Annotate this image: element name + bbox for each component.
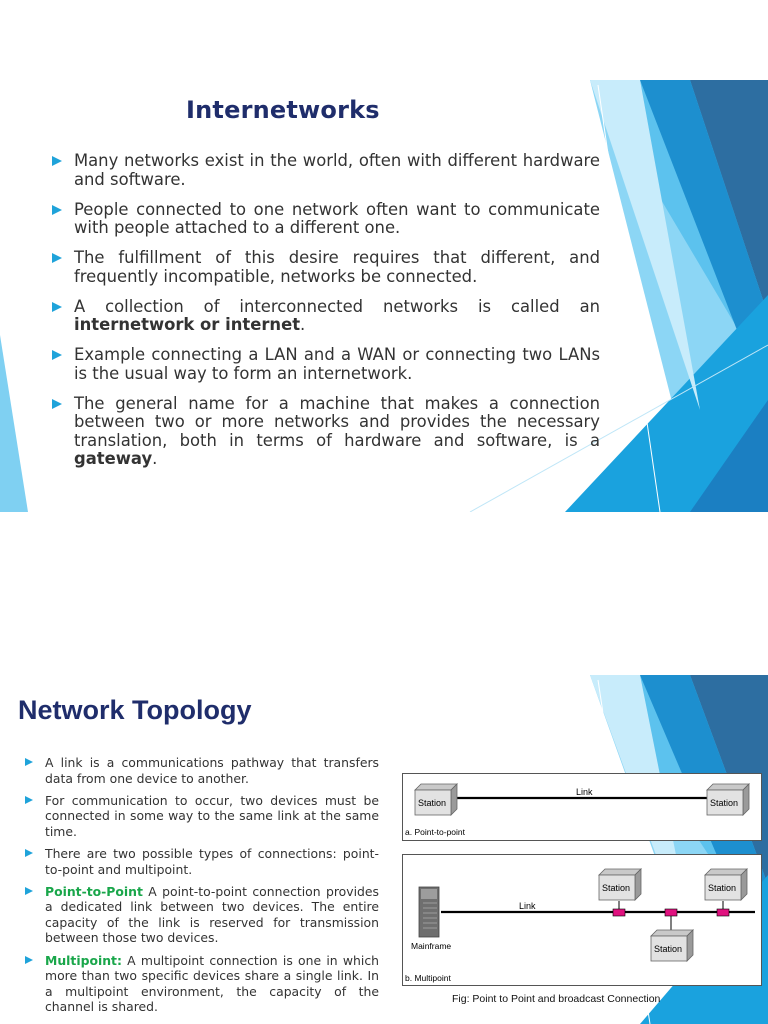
station-box-2 <box>705 869 747 900</box>
bullet-arrow-icon <box>52 350 62 360</box>
bullet-arrow-icon <box>25 758 33 766</box>
bullet-arrow-icon <box>52 253 62 263</box>
mp-link-label: Link <box>519 901 536 911</box>
station-right-box <box>707 784 749 815</box>
bullet-item: The general name for a machine that makes a connection between two or more networks and provides the necessary translation, both in terms of hardware and software, is a gateway. <box>52 395 600 469</box>
bullet-item: The fulfillment of this desire requires that different, and frequently incompatible, networks be connected. <box>52 249 600 286</box>
bullet-arrow-icon <box>25 887 33 895</box>
station-left-box <box>415 784 457 815</box>
point-to-point-diagram <box>403 774 761 840</box>
bullet-list <box>52 152 600 480</box>
bullet-arrow-icon <box>25 849 33 857</box>
station-label: Station <box>708 883 737 893</box>
term-highlight: Point-to-Point <box>45 883 143 899</box>
p2p-caption: a. Point-to-point <box>405 827 466 837</box>
slide-internetworks <box>0 80 768 512</box>
slide-network-topology <box>0 675 768 1024</box>
bullet-item: Many networks exist in the world, often with different hardware and software. <box>52 152 600 189</box>
figure-point-to-point <box>402 773 762 841</box>
bullet-list <box>24 755 379 1021</box>
station-box-1 <box>599 869 641 900</box>
station-label: Station <box>418 798 447 808</box>
bullet-arrow-icon <box>52 302 62 312</box>
figure-caption: Fig: Point to Point and broadcast Connection <box>452 993 661 1005</box>
bullet-arrow-icon <box>52 399 62 409</box>
bullet-arrow-icon <box>52 156 62 166</box>
bold-term: internetwork or internet <box>74 315 301 334</box>
slide-title: Network Topology <box>18 695 252 725</box>
mp-caption: b. Multipoint <box>405 973 451 983</box>
tap-connector <box>665 909 677 916</box>
station-label: Station <box>602 883 631 893</box>
term-highlight: Multipoint: <box>45 952 122 968</box>
bullet-arrow-icon <box>25 796 33 804</box>
bold-term: gateway <box>74 449 153 468</box>
mainframe-icon <box>419 887 439 937</box>
station-label: Station <box>654 944 683 954</box>
slide-title: Internetworks <box>186 96 380 124</box>
bullet-item: For communication to occur, two devices must be connected in some way to the same link at the same time. <box>24 793 379 840</box>
bullet-item: Example connecting a LAN and a WAN or connecting two LANs is the usual way to form an internetwork. <box>52 346 600 383</box>
station-label: Station <box>710 798 739 808</box>
bullet-item: Multipoint: A multipoint connection is one in which more than two specific devices share a single link. In a multipoint environment, the capacity of the channel is shared. <box>24 953 379 1015</box>
station-box-3 <box>651 930 693 961</box>
mainframe-label: Mainframe <box>411 941 452 951</box>
bullet-item: Point-to-Point A point-to-point connection provides a dedicated link between two devices. The entire capacity of the link is reserved for transmission between those two devices. <box>24 884 379 946</box>
bullet-item: There are two possible types of connections: point-to-point and multipoint. <box>24 846 379 877</box>
multipoint-diagram <box>403 855 761 985</box>
bullet-arrow-icon <box>25 956 33 964</box>
bullet-arrow-icon <box>52 205 62 215</box>
tap-connector <box>717 909 729 916</box>
tap-connector <box>613 909 625 916</box>
p2p-link-label: Link <box>576 787 593 797</box>
bullet-item: A link is a communications pathway that transfers data from one device to another. <box>24 755 379 786</box>
bullet-item: People connected to one network often want to communicate with people attached to a different one. <box>52 201 600 238</box>
figure-multipoint <box>402 854 762 986</box>
bullet-item: A collection of interconnected networks is called an internetwork or internet. <box>52 298 600 335</box>
